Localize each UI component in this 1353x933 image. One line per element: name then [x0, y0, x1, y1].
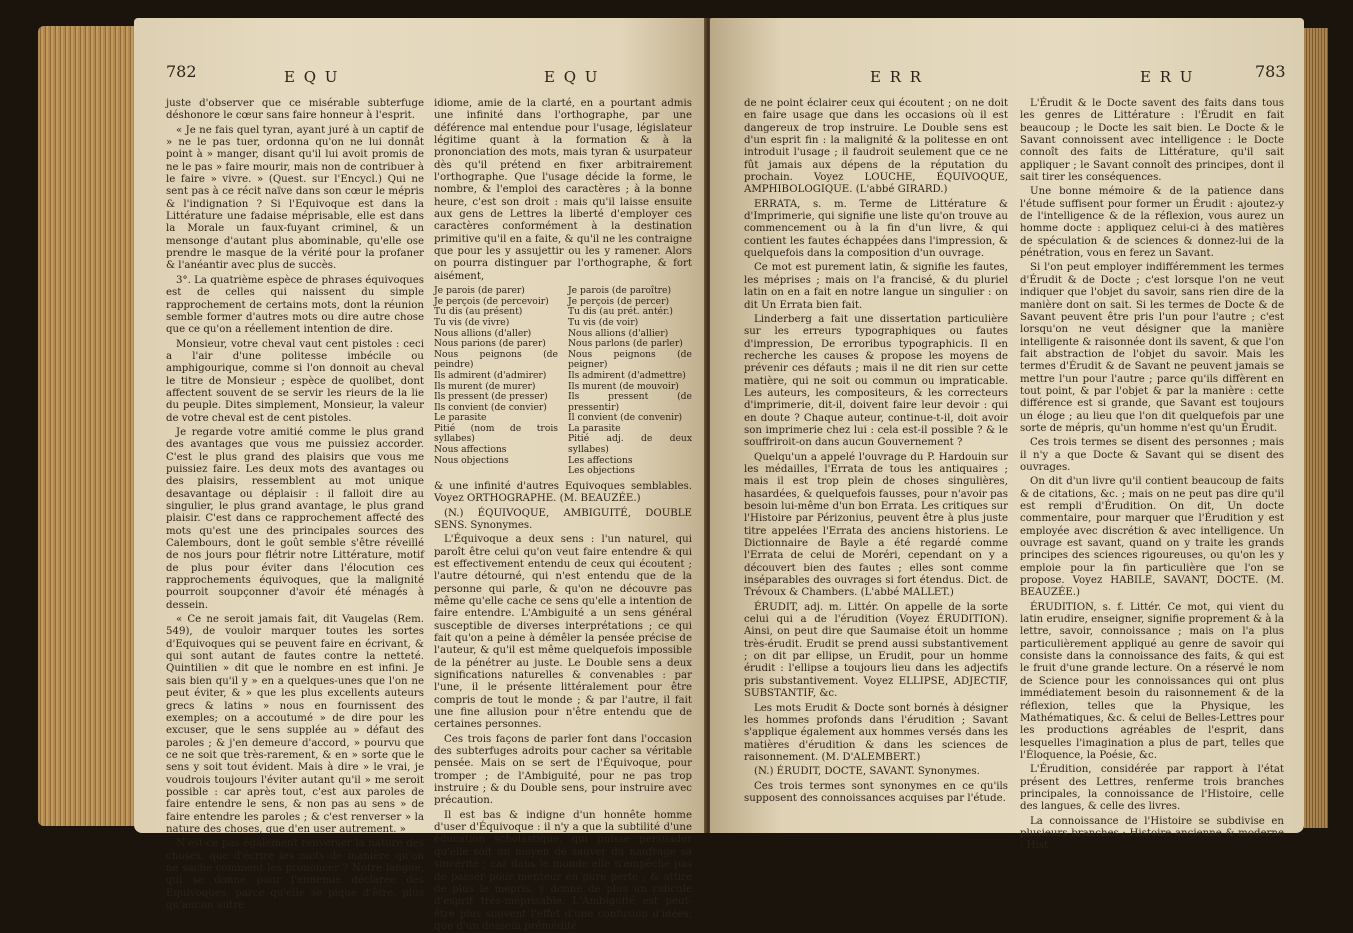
paragraph: Une bonne mémoire & de la patience dans l'étude suffisent pour former un Érudit : ajoutez-y de l'intelligence & de la réflexion, vous aurez un homme docte : appliquez celui-ci à des matières de spéculation & de sciences & donnez-lui de la pénétration, vous en ferez un Savant.	[1020, 186, 1284, 260]
conjugation-column-right	[568, 286, 692, 477]
left-page	[134, 18, 707, 932]
paragraph: Si l'on peut employer indifféremment les termes d'Érudit & de Docte ; c'est lorsque l'on ne veut indiquer que l'objet du savoir, sans rien dire de la manière dont on sait. Si les termes de Docte & de Savant peuvent être pris l'un pour l'autre ; c'est lorsqu'on ne veut désigner que la manière intelligente & raisonnée dont ils savent, & que l'on fait abstraction de l'objet du savoir. Mais les termes d'Érudit & de Savant ne peuvent jamais se mettre l'un pour l'autre ; parce qu'ils diffèrent en tout point, & par l'objet & par la manière : cette différence est si grande, que Savant est toujours un éloge ; au lieu que l'on dit quelquefois par une sorte de mépris, qu'un homme n'est qu'un Érudit.	[1020, 262, 1284, 434]
running-header: E R R	[870, 68, 924, 86]
page-edges-right	[1304, 28, 1328, 828]
conjugation-item: Nous parions (de parer)	[434, 338, 546, 350]
open-book	[38, 18, 1328, 932]
paragraph: N'est-ce pas également renverser la nature des choses, que d'écrire les mots de manière qu'on ne sache comment les prononcer ? Notre langue, qui se donne pour l'ennemie déclarée des Equivoques, parce qu'elle se pique d'être, plus qu'aucun autre	[166, 838, 424, 911]
conjugation-item: Les affections	[568, 454, 633, 466]
conjugation-item: Ils murent (de murer)	[434, 380, 536, 392]
conjugation-column-left	[434, 286, 558, 477]
conjugation-item: Ils admirent (d'admirer)	[434, 369, 547, 381]
page-number: 783	[1255, 62, 1286, 81]
text-column	[434, 98, 692, 932]
entry-heading: ÉRUDIT, adj. m. Littér. On appelle de la sorte celui qui a de l'érudition (Voyez ÉRUDITION). Ainsi, on peut dire que Saumaise étoit un homme très-érudit. Erudit se prend aussi substantivement ; on dit par ellipse, un Erudit, pour un homme érudit : l'ellipse a toujours lieu dans les adjectifs pris substantivement. Voyez ELLIPSE, ADJECTIF, SUBSTANTIF, &c.	[744, 601, 1008, 700]
page-edges-left	[38, 26, 138, 826]
paragraph: L'Érudit & le Docte savent des faits dans tous les genres de Littérature : l'Érudit en fait beaucoup ; le Docte les sait bien. Le Docte & le Savant connoissent avec intelligence : le Docte connoît des faits de Littérature, qu'il sait appliquer ; le Savant connoît des principes, dont il sait tirer les conséquences.	[1020, 98, 1284, 184]
entry-heading: (N.) ÉRUDIT, DOCTE, SAVANT. Synonymes.	[754, 766, 980, 778]
paragraph: & une infinité d'autres Equivoques semblables. Voyez ORTHOGRAPHE. (M. BEAUZÉE.)	[434, 480, 692, 505]
conjugation-item: Ils admirent (d'admettre)	[568, 369, 686, 381]
conjugation-item: Nous affections	[434, 444, 507, 456]
paragraph: Ces trois termes sont synonymes en ce qu'ils supposent des connoissances acquises par l'étude.	[744, 780, 1008, 804]
conjugation-item: Je perçois (de percevoir)	[434, 295, 549, 307]
running-header: E Q U	[284, 68, 340, 86]
entry-heading: ÉRUDITION, s. f. Littér. Ce mot, qui vient du latin erudire, enseigner, signifie proprement & à la lettre, savoir, connoissance ; mais on l'a plus particulièrement appliqué au genre de savoir qui consiste dans la connoissance des faits, & qui est le fruit d'une grande lecture. On a réservé le nom de Science pour les connoissances qui ont plus immédiatement besoin du raisonnement & de la réflexion, telles que la Physique, les Mathématiques, &c. & celui de Belles-Lettres pour les productions agréables de l'esprit, dans lesquelles l'imagination a plus de part, telles que l'Éloquence, la Poésie, &c.	[1020, 601, 1284, 761]
running-header: E Q U	[544, 68, 600, 86]
paragraph: de ne point éclairer ceux qui écoutent ; on ne doit en faire usage que dans les occasions où il est dangereux de trop instruire. Le Double sens est d'un esprit fin : la malignité & la politesse en ont introduit l'usage ; il faudroit seulement que ce ne fût jamais aux dépens de la réputation du prochain. Voyez LOUCHE, ÉQUIVOQUE, AMPHIBOLOGIQUE. (L'abbé GIRARD.)	[744, 98, 1008, 196]
entry-heading: ERRATA, s. m. Terme de Littérature & d'Imprimerie, qui signifie une liste qu'on trouve au commencement ou à la fin d'un livre, & qui contient les fautes échappées dans l'impression, & quelquefois dans la composition d'un ouvrage.	[744, 198, 1008, 260]
paragraph: La connoissance de l'Histoire se subdivise en plusieurs branches ; Histoire ancienne & moderne ; Hist.	[1020, 815, 1284, 852]
paragraph: Monsieur, votre cheval vaut cent pistoles : ceci a l'air d'une politesse imbécile ou amphigourique, comme si l'on donnoit au cheval le titre de Monsieur ; espèce de quolibet, dont affectent souvent de se servir les rieurs de la lie du peuple. Dites simplement, Monsieur, la valeur de votre cheval est de cent pistoles.	[166, 338, 424, 424]
paragraph: « Je ne fais quel tyran, ayant juré à un captif de » ne le pas tuer, ordonna qu'on ne lui donnât point à » manger, disant qu'il lui avoit promis de ne le pas » faire mourir, mais non de contribuer à le faire » vivre. » (Quest. sur l'Encycl.) Qui ne sent pas à ce récit naïve dans son cœur le mépris & l'indignation ? Si l'Equivoque est dans la Littérature une fadaise méprisable, elle est dans la Morale un faux-fuyant criminel, & un mensonge d'autant plus abominable, qu'elle ose prendre le masque de la vérité pour la profaner & l'anéantir avec plus de succès.	[166, 124, 424, 272]
text-column	[1020, 98, 1284, 852]
paragraph: Ces trois façons de parler font dans l'occasion des subterfuges adroits pour cacher sa véritable pensée. Mais on se sert de l'Équivoque, pour tromper ; de l'Ambiguité, pour ne pas trop instruire ; & du Double sens, pour instruire avec précaution.	[434, 733, 692, 807]
paragraph: 3°. La quatrième espèce de phrases équivoques est de celles qui naissent du simple rapprochement de certains mots, dont la réunion semble former d'autres mots ou dire autre chose que ce qu'on a réellement intention de dire.	[166, 274, 424, 336]
conjugation-item: Ils pressent (de presser)	[434, 391, 548, 403]
page-number: 782	[166, 62, 197, 81]
paragraph: L'Érudition, considérée par rapport à l'état présent des Lettres, renferme trois branches principales, la connoissance de l'Histoire, celle des langues, & celle des livres.	[1020, 764, 1284, 813]
conjugation-item: Ils murent (de mouvoir)	[568, 380, 679, 392]
conjugation-item: Il convient (de convenir)	[568, 412, 683, 424]
paragraph: Je regarde votre amitié comme le plus grand des avantages que vous me puissiez accorder. C'est le plus grand des plaisirs que vous me puissiez faire. Les deux mots des avantages ou des plaisirs, ressemblent au mot unique desavantage ou déplaisir : il falloit dire au singulier, le plus grand avantage, le plus grand plaisir. C'est dans ce rapprochement affecté des mots qu'est une des principales sources des Calembours, dont le goût semble s'être réveillé de nos jours pour flétrir notre Littérature, motif de plus pour éviter dans l'élocution ces rapprochements équivoques, que la malignité pourroit soupçonner d'avoir été ménagés à dessein.	[166, 426, 424, 611]
conjugation-item: Les objections	[568, 465, 635, 477]
paragraph: Quelqu'un a appelé l'ouvrage du P. Hardouin sur les médailles, l'Errata de tous les antiquaires ; mais il est trop plein de choses singulières, hasardées, & quelquefois fausses, pour n'avoir pas besoin lui-même d'un bon Errata. Les critiques sur l'Histoire par Périzonius, peuvent être à plus juste titre appelées l'Errata des anciens historiens. Le Dictionnaire de Bayle a été regardé comme l'Errata de celui de Moréri, cependant on y a découvert bien des fautes ; elles sont comme inséparables des ouvrages si fort étendus. Dict. de Trévoux & Chambers. (L'abbé MALLET.)	[744, 451, 1008, 599]
conjugation-item: Le parasite	[434, 412, 487, 424]
paragraph: Les mots Erudit & Docte sont bornés à désigner les hommes profonds dans l'érudition ; Savant s'applique également aux hommes versés dans les matières d'érudition & dans les sciences de raisonnement. (M. D'ALEMBERT.)	[744, 702, 1008, 763]
conjugation-item: Nous allions (d'aller)	[434, 327, 532, 339]
conjugation-item: Je perçois (de percer)	[568, 295, 670, 307]
paragraph: Ces trois termes se disent des personnes ; mais il n'y a que Docte & Savant qui se disent des ouvrages.	[1020, 437, 1284, 473]
conjugation-item: Nous objections	[434, 454, 509, 466]
text-column	[166, 98, 424, 911]
paragraph: idiome, amie de la clarté, en a pourtant admis une infinité dans l'orthographe, par une déférence mal entendue pour l'usage, législateur légitime quant à la formation & à la prononciation des mots, mais tyran & usurpateur dès qu'il prétend en fixer arbitrairement l'orthographe. Que l'usage décide la forme, le nombre, & l'emploi des caractères ; à la bonne heure, c'est son droit : mais qu'il laisse ensuite aux gens de Lettres la liberté d'employer ces caractères conformément à la destination primitive qu'il en a faite, & qu'il ne les contraigne que pour les y assujettir ou les y ramener. Alors on pourra distinguer par l'orthographe, & fort aisément,	[434, 98, 692, 282]
conjugation-item: Tu vis (de voir)	[568, 316, 639, 328]
paragraph: Il est bas & indigne d'un honnête homme d'user d'Équivoque : il n'y a que la subtilité d'une éducation scholastique, qui puisse persuader qu'elle soit un moyen de sauver du naufrage sa sincérité ; car dans le monde elle n'empêche pas de passer pour menteur en pure perte ; & attire de plus le mépris, y donne de plus un ridicule d'esprit très-méprisable. L'Ambiguité est peut-être plus souvent l'effet d'une confusion d'idées, que d'un dessein prémédité	[434, 809, 692, 932]
paragraph: « Ce ne seroit jamais fait, dit Vaugelas (Rem. 549), de vouloir marquer toutes les sortes d'Equivoques qui se peuvent faire en écrivant, & qui sont autant de fautes contre la netteté. Quintilien » dit que le nombre en est infini. Je sais bien qu'il y » en a quelques-unes que l'on ne peut éviter, & » que les plus excellents auteurs grecs & latins » nous en fournissent des exemples; on a accoutumé » de dire pour les excuser, que le sens supplée au » défaut des paroles ; & j'en demeure d'accord, » pourvu que ce ne soit que très-rarement, & en » sorte que le sens y soit tout évident. Mais à dire » le vrai, je voudrois toujours l'éviter autant qu'il » me seroit possible : car après tout, c'est aux paroles de faire entendre le sens, & non pas au sens » de faire entendre les paroles ; & c'est renverser » la nature des choses, que d'en user autrement. »	[166, 614, 424, 835]
conjugation-table	[434, 286, 692, 477]
conjugation-item: Nous peignons (de peindre)	[434, 348, 558, 371]
conjugation-item: Nous parlons (de parler)	[568, 338, 683, 350]
entry-heading: (N.) ÉQUIVOQUE, AMBIGUITÉ, DOUBLE SENS. Synonymes.	[434, 507, 692, 531]
paragraph: Linderberg a fait une dissertation particulière sur les erreurs typographiques ou fautes d'impression, De erroribus typographicis. Il en recherche les causes & propose les moyens de prévenir ces défauts ; mais il ne dit rien sur cette matière, qui ne soit ou commun ou impraticable. Les auteurs, les compositeurs, & les correcteurs d'imprimerie, dit-il, doivent faire leur devoir : qui en doute ? Chaque auteur, continue-t-il, doit avoir son imprimerie chez lui : cela est-il possible ? & le souffriroit-on dans aucun Gouvernement ?	[744, 313, 1008, 449]
conjugation-item: Pitié (nom de trois syllabes)	[434, 422, 558, 445]
conjugation-item: La parasite	[568, 422, 621, 434]
conjugation-item: Je parois (de parer)	[434, 285, 525, 297]
text-column	[744, 98, 1008, 818]
conjugation-item: Je parois (de paroître)	[568, 285, 672, 297]
conjugation-item: Nous peignons (de peigner)	[568, 348, 692, 371]
conjugation-item: Nous allions (d'allier)	[568, 327, 669, 339]
paragraph: juste d'observer que ce misérable subterfuge déshonore le cœur sans faire honneur à l'esprit.	[166, 98, 424, 122]
running-header: E R U	[1140, 68, 1195, 86]
conjugation-item: Tu dis (au prét. antér.)	[568, 306, 673, 318]
conjugation-item: Tu vis (de vivre)	[434, 316, 510, 328]
conjugation-item: Ils pressent (de pressentir)	[568, 391, 692, 413]
conjugation-item: Tu dis (au présent)	[434, 306, 523, 318]
paragraph: On dit d'un livre qu'il contient beaucoup de faits & de citations, &c. ; mais on ne peut pas dire qu'il est rempli d'Érudition. On dit, Un docte commentaire, pour marquer que l'Érudition y est employée avec discrétion & avec intelligence. Un ouvrage est savant, quand on y traite les grands principes des sciences rigoureuses, ou qu'on les y emploie pour la fin particulière que l'on se propose. Voyez HABILE, SAVANT, DOCTE. (M. BEAUZÉE.)	[1020, 476, 1284, 599]
paragraph: Ce mot est purement latin, & signifie les fautes, les méprises ; mais on l'a francisé, & du pluriel latin on en a fait en notre langue un singulier : on dit Un Errata bien fait.	[744, 262, 1008, 311]
paragraph: L'Équivoque a deux sens : l'un naturel, qui paroît être celui qu'on veut faire entendre & qui est effectivement entendu de ceux qui écoutent ; l'autre détourné, qui n'est entendu que de la personne qui parle, & qu'on ne découvre pas même qu'elle cache ce sens qu'elle a intention de faire entendre. L'Ambiguité a un sens général susceptible de diverses interprétations ; ce qui fait qu'on a peine à démêler la pensée précise de l'auteur, & qu'il est même quelquefois impossible de la pénétrer au juste. Le Double sens a deux significations naturelles & convenables : par l'une, il le présente littéralement pour être compris de tout le monde ; & par l'autre, il fait une fine allusion pour n'être entendu que de certaines personnes.	[434, 534, 692, 731]
right-page	[710, 18, 1304, 852]
conjugation-item: Ils convient (de convier)	[434, 401, 547, 413]
conjugation-item: Pitié adj. de deux syllabes)	[568, 433, 692, 456]
